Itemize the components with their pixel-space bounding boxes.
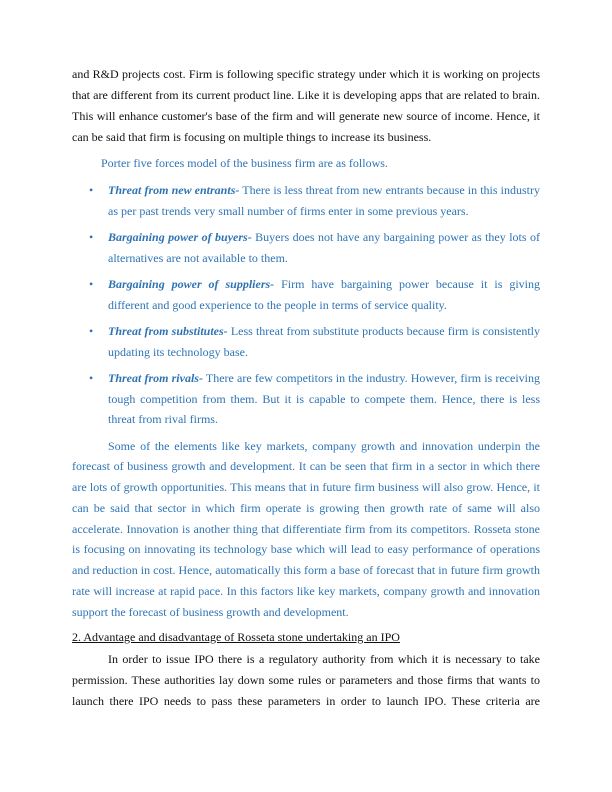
section-heading (72, 627, 540, 648)
paragraph-ipo: In order to issue IPO there is a regulatory authority from which it is necessary to take permission. These authorities lay down some rules or parameters and those firms that wants to launch there IPO needs to pass these parameters in order to launch IPO. These criteria are (72, 651, 540, 708)
bullet-icon: • (89, 183, 94, 197)
term: Threat from substitutes- (108, 324, 228, 338)
porter-forces-list (72, 180, 540, 430)
section-heading-text: 2. Advantage and disadvantage of Rosseta stone undertaking an IPO (72, 629, 400, 644)
description: Less threat from substitute products because firm is consistently updating its technology base. (108, 324, 540, 359)
bullet-icon: • (89, 324, 94, 338)
term: Threat from rivals- (108, 371, 203, 385)
bullet-icon: • (89, 230, 94, 244)
description: Buyers does not have any bargaining power as they lots of alternatives are not available to them. (108, 230, 540, 265)
bullet-icon: • (89, 277, 94, 291)
term: Threat from new entrants- (108, 183, 240, 197)
term: Bargaining power of buyers- (108, 230, 252, 244)
document-page (72, 64, 540, 712)
description: There are few competitors in the industry. However, firm is receiving tough competition from them. But it is capable to compete them. Hence, there is less threat from rival firms. (108, 371, 540, 426)
description: There is less threat from new entrants because in this industry as per past trends very small number of firms enter in some previous years. (108, 183, 541, 218)
list-item (72, 274, 540, 315)
list-item (72, 368, 540, 430)
list-item (72, 321, 540, 362)
list-item (72, 180, 540, 221)
term: Bargaining power of suppliers- (108, 277, 275, 291)
paragraph-rd-projects: and R&D projects cost. Firm is following specific strategy under which it is working on projects that are different from its current product line. Like it is developing apps that are related to brain. This will enhance customer's base of the firm and will generate new source of income. Hence, it can be said that firm is focusing on multiple things to increase its business. (72, 67, 540, 144)
porter-intro: Porter five forces model of the business firm are as follows. (101, 156, 388, 170)
bullet-icon: • (89, 371, 94, 385)
list-item (72, 227, 540, 268)
description: Firm have bargaining power because it is giving different and good experience to the people in terms of service quality. (108, 277, 540, 312)
paragraph-forecast: Some of the elements like key markets, company growth and innovation underpin the forecast of business growth and development. It can be seen that firm in a sector in which there are lots of growth opportunities. This means that in future firm business will also grow. Hence, it can be said that sector in which firm operate is growing then growth rate of same will also accelerate. Innovation is another thing that differentiate firm from its competitors. Rosseta stone is focusing on innovating its technology base which will lead to easy performance of operations and reduction in cost. Hence, automatically this form a base of forecast that in future firm growth rate will increase at rapid pace. In this factors like key markets, company growth and innovation support the forecast of business growth and development. (72, 438, 540, 619)
